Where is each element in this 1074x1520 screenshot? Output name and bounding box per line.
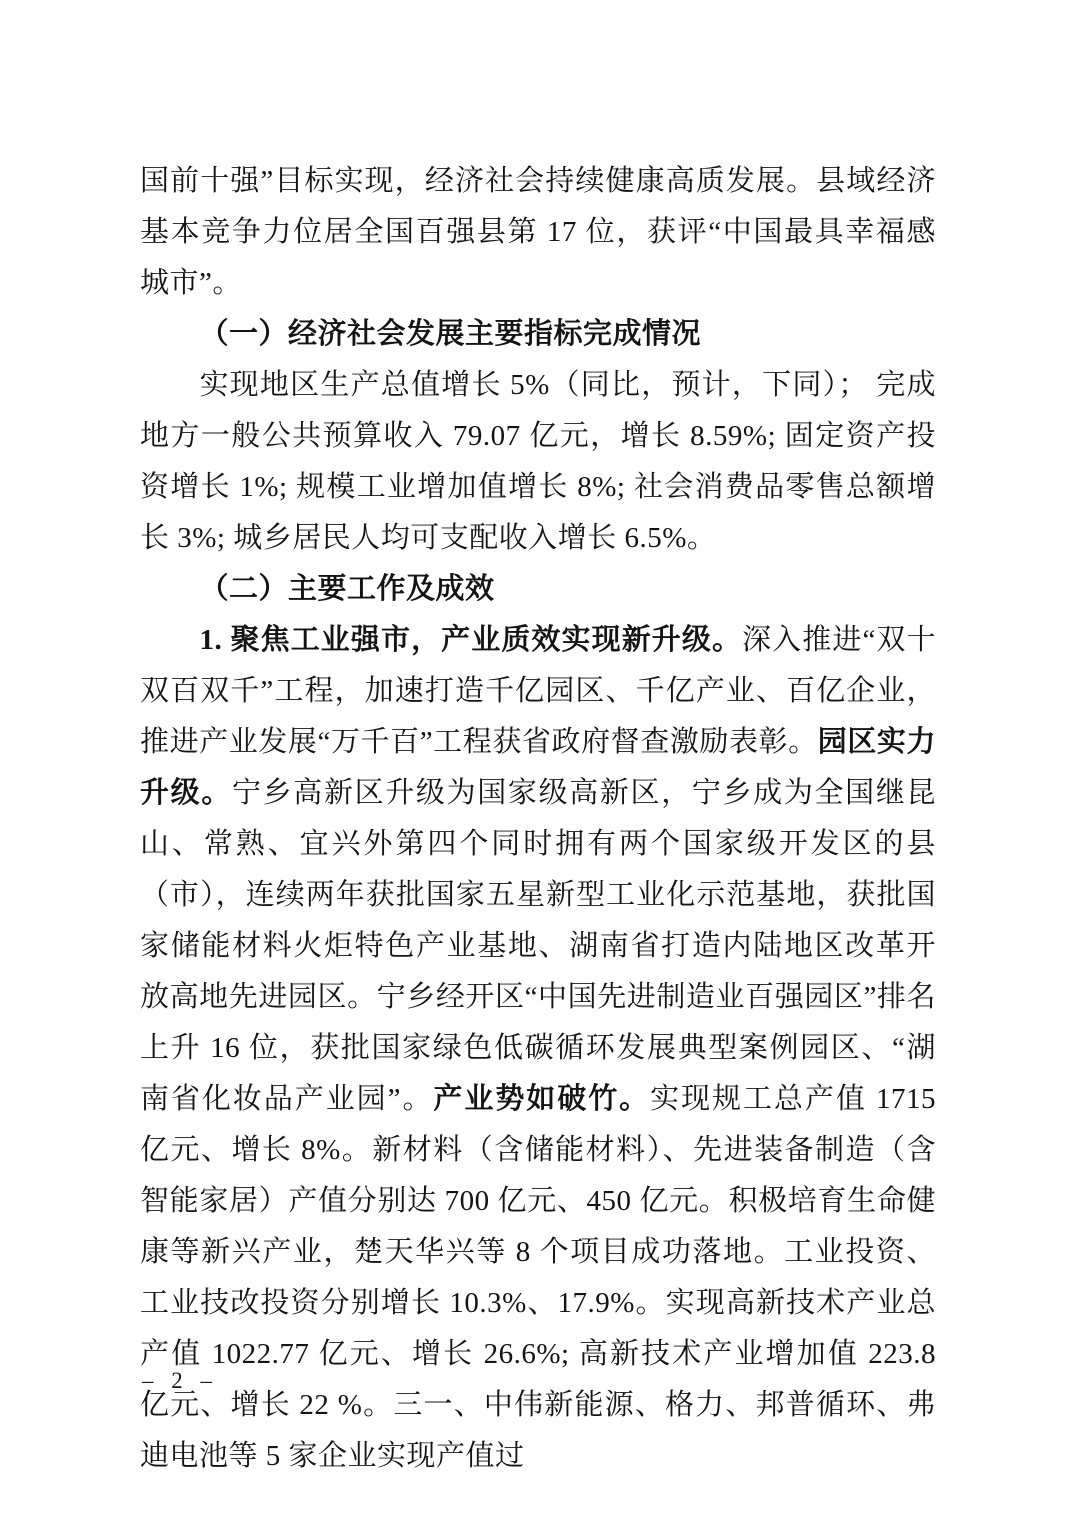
- body-text: 实现地区生产总值增长 5%（同比，预计，下同）； 完成地方一般公共预算收入 79.07 亿元，增长 8.59%; 固定资产投资增长 1%; 规模工业增加值增长 8%; 社会消费品零售总额增长 3%; 城乡居民人均可支配收入增长 6.5%。: [140, 369, 936, 554]
- paragraph-industry: [140, 615, 936, 1482]
- body-text: 国前十强”目标实现，经济社会持续健康高质发展。县域经济基本竞争力位居全国百强县第 17 位，获评“中国最具幸福感城市”。: [140, 165, 936, 299]
- subheading-run: 1. 聚焦工业强市，产业质效实现新升级。: [199, 624, 743, 656]
- heading-text: （一）经济社会发展主要指标完成情况: [199, 318, 701, 350]
- body-run: 深入推进“双十双百双千”工程，加速打造千亿园区、千亿产业、百亿企业，推进产业发展“万千百”工程获省政府督查激励表彰。: [140, 624, 936, 758]
- heading-text: （二）主要工作及成效: [199, 573, 495, 605]
- body-run: 实现规工总产值 1715 亿元、增长 8%。新材料（含储能材料）、先进装备制造（含智能家居）产值分别达 700 亿元、450 亿元。积极培育生命健康等新兴产业，楚天华兴等 8 个项目成功落地。工业投资、工业技改投资分别增长 10.3%、17.9%。实现高新技术产业总产值 1022.77 亿元、增长 26.6%; 高新技术产业增加值 223.8 亿元、增长 22 %。三一、中伟新能源、格力、邦普循环、弗迪电池等 5 家企业实现产值过: [140, 1083, 936, 1472]
- page-number: – 2 –: [142, 1368, 218, 1393]
- subheading-run: 园区实力升级。: [140, 726, 936, 809]
- document-content: [140, 156, 936, 1482]
- section-heading-2: [140, 564, 936, 615]
- body-run: 宁乡高新区升级为国家级高新区，宁乡成为全国继昆山、常熟、宜兴外第四个同时拥有两个国家级开发区的县（市），连续两年获批国家五星新型工业化示范基地，获批国家储能材料火炬特色产业基地、湖南省打造内陆地区改革开放高地先进园区。宁乡经开区“中国先进制造业百强园区”排名上升 16 位，获批国家绿色低碳循环发展典型案例园区、“湖南省化妆品产业园”。: [140, 777, 936, 1115]
- subheading-run: 产业势如破竹。: [433, 1083, 651, 1115]
- paragraph-continuation: [140, 156, 936, 309]
- paragraph-indicators: [140, 360, 936, 564]
- section-heading-1: [140, 309, 936, 360]
